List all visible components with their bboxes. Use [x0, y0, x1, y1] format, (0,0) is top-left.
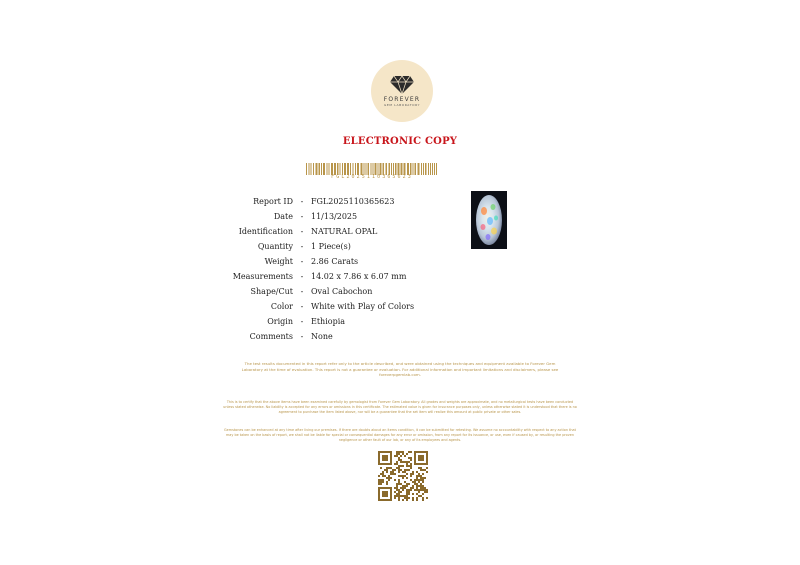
- logo-subtitle: GEM LABORATORY: [383, 103, 421, 107]
- report-details: [200, 194, 460, 344]
- detail-value: 11/13/2025: [311, 212, 358, 221]
- detail-value: None: [311, 332, 333, 341]
- lab-logo: [371, 60, 433, 122]
- disclaimer-results: The test results documented in this report refer only to the article described, and were obtained using the techniques and equipment available to Forever Gem Laboratory at the time of evaluation. This report is not a guarantee or evaluation. For additional information and important limitations and disclaimers, please see foreverpgemlab.com.: [241, 361, 559, 378]
- detail-row-comments: Comments - None: [200, 329, 460, 344]
- detail-label: Date: [273, 212, 293, 221]
- detail-label: Report ID: [253, 197, 293, 206]
- detail-label: Color: [270, 302, 293, 311]
- barcode-number: FGL2025110365623: [331, 174, 413, 180]
- detail-value: Oval Cabochon: [311, 287, 373, 296]
- detail-value: FGL2025110365623: [311, 197, 395, 206]
- detail-row-date: Date - 11/13/2025: [200, 209, 460, 224]
- diamond-icon: [389, 75, 415, 95]
- opal-photo: [471, 191, 507, 249]
- detail-label: Weight: [264, 257, 293, 266]
- detail-label: Comments: [249, 332, 293, 341]
- detail-value: 14.02 x 7.86 x 6.07 mm: [311, 272, 407, 281]
- detail-row-shape-cut: Shape/Cut - Oval Cabochon: [200, 284, 460, 299]
- detail-row-identification: Identification - NATURAL OPAL: [200, 224, 460, 239]
- detail-value: 2.86 Carats: [311, 257, 359, 266]
- detail-row-weight: Weight - 2.86 Carats: [200, 254, 460, 269]
- detail-label: Measurements: [232, 272, 293, 281]
- detail-row-quantity: Quantity - 1 Piece(s): [200, 239, 460, 254]
- detail-row-measurements: Measurements - 14.02 x 7.86 x 6.07 mm: [200, 269, 460, 284]
- logo-name: FOREVER: [383, 96, 421, 103]
- detail-value: Ethiopia: [311, 317, 346, 326]
- detail-row-report-id: Report ID - FGL2025110365623: [200, 194, 460, 209]
- detail-value: NATURAL OPAL: [311, 227, 378, 236]
- electronic-copy-heading: ELECTRONIC COPY: [342, 136, 458, 147]
- detail-label: Shape/Cut: [250, 287, 293, 296]
- detail-label: Origin: [267, 317, 293, 326]
- detail-label: Quantity: [257, 242, 293, 251]
- disclaimer-liability: Gemstones can be enhanced at any time after living our premises. If there are doubts about an items condition, it can be submitted for retesting. We assume no accountability with respect to any action that may be taken on the basis of report, we shall not be liable for special or consequential damages for any error or omission, from any report for its issuance, or use, even if caused by, or resulting the proven negligence or other fault of our lab, or any of its employees and agents.: [224, 428, 576, 442]
- detail-row-color: Color - White with Play of Colors: [200, 299, 460, 314]
- detail-row-origin: Origin - Ethiopia: [200, 314, 460, 329]
- disclaimer-certification: This is to certify that the above items have been examined carefully by gemologist from Forever Gem Laboratory. All grades and weights are approximate, and no metallurgical tests have been conducted unless stated otherwise. No liability is accepted for any errors or omissions in this certificate. The estimated value is given for insurance purposes only, unless otherwise stated it is understood that there is no agreement to purchase the item listed above, nor will be a guarantee that the set item will realize this amount at public private or other sales.: [223, 400, 577, 414]
- qr-code-icon[interactable]: [378, 451, 428, 501]
- detail-value: White with Play of Colors: [311, 302, 415, 311]
- detail-value: 1 Piece(s): [311, 242, 351, 251]
- detail-label: Identification: [238, 227, 293, 236]
